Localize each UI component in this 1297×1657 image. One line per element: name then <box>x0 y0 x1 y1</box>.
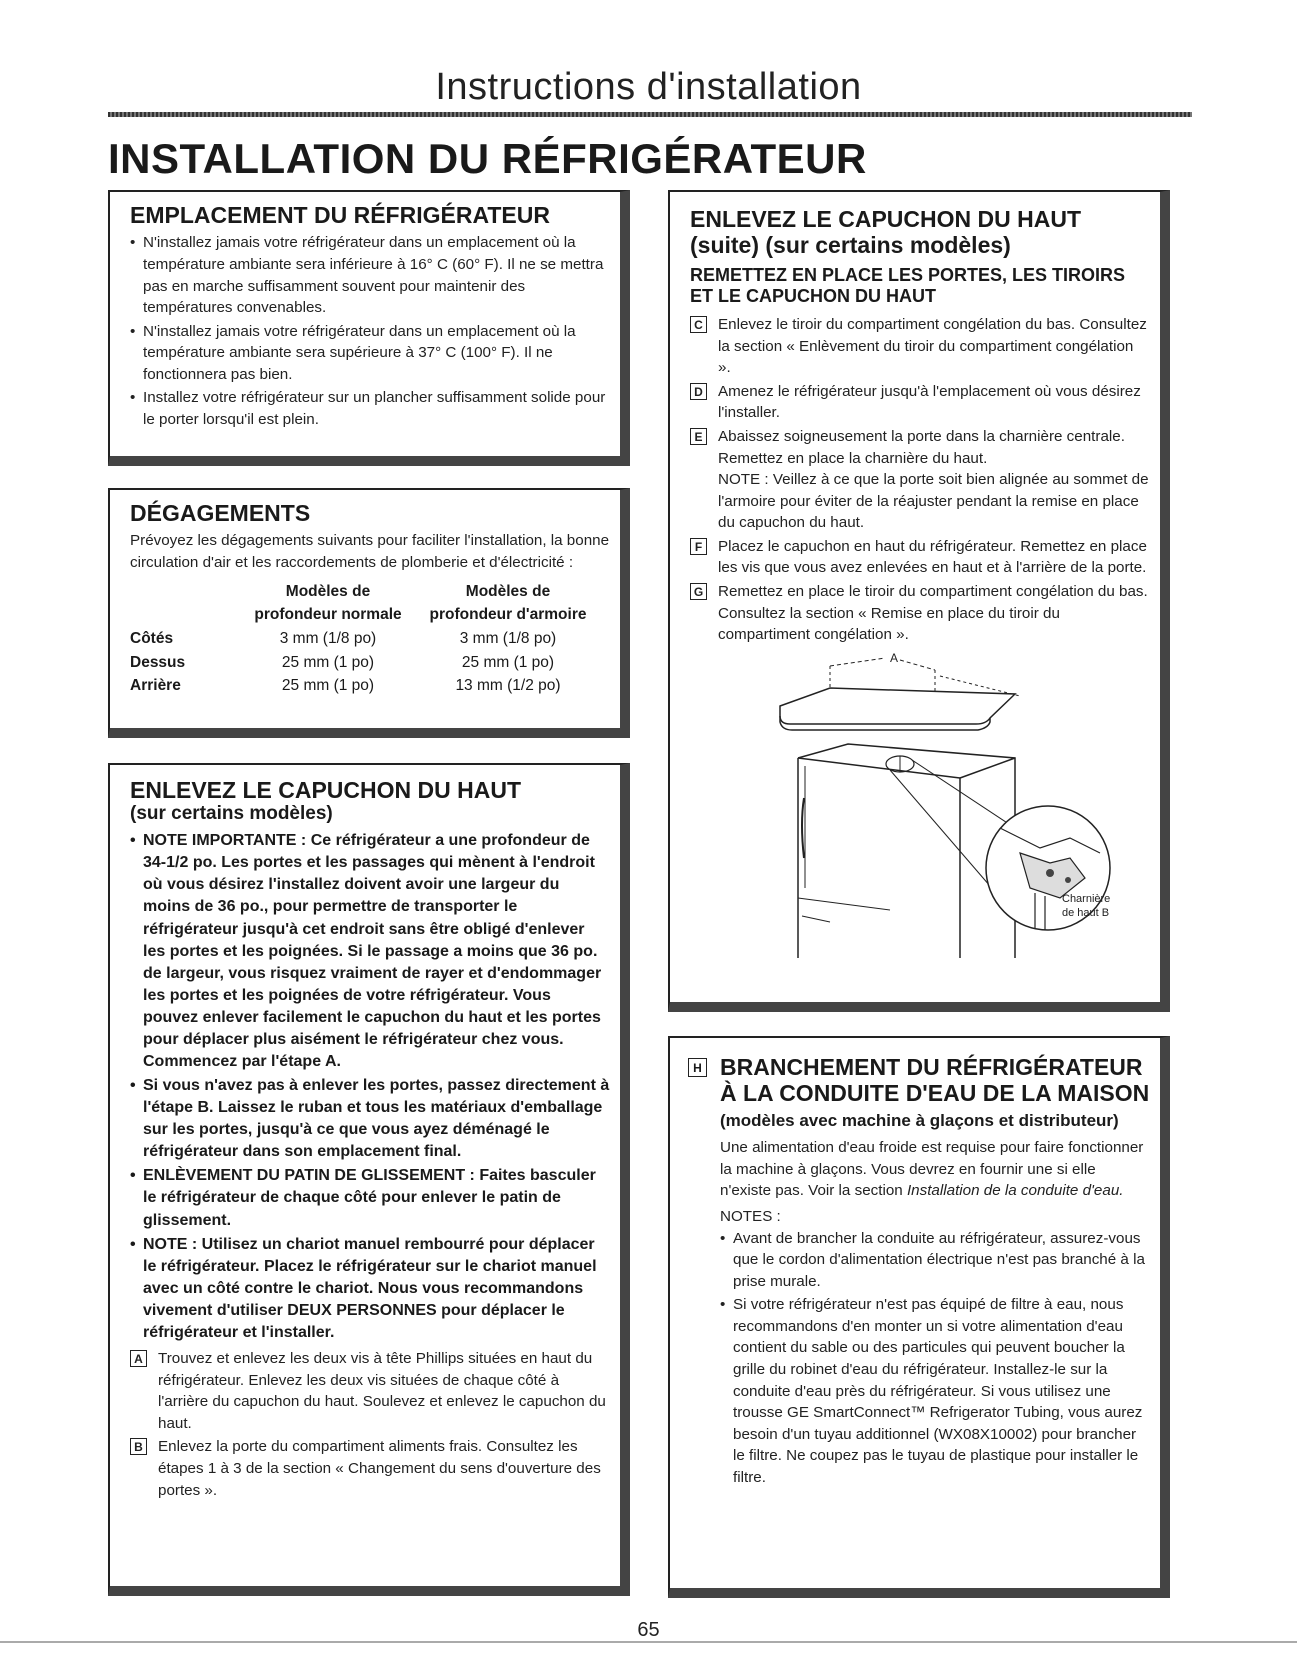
col-a-header-line2: profondeur normale <box>254 606 402 624</box>
capuchon-suite-section <box>668 190 1170 1012</box>
step-text: Trouvez et enlevez les deux vis à tête Phillips situées en haut du réfrigérateur. Enlevez les deux vis situées de chaque côté à l'arrière du capuchon du haut. Soulevez et enlevez le capuchon du haut. <box>158 1350 606 1432</box>
emplacement-section <box>108 190 630 466</box>
step-letter: G <box>690 583 707 600</box>
capuchon-subtitle: (sur certains modèles) <box>130 803 333 825</box>
step-text: Amenez le réfrigérateur jusqu'à l'emplacement où vous désirez l'installer. <box>718 382 1141 422</box>
bottom-divider <box>0 1641 1297 1643</box>
notes-label: NOTES : <box>720 1208 781 1225</box>
hinge-label-line2: de haut B <box>1062 906 1110 919</box>
step-text: Enlevez le tiroir du compartiment congélation du bas. Consultez la section « Enlèvement du tiroir du compartiment congélation ». <box>718 316 1147 377</box>
capuchon-section <box>108 763 630 1596</box>
step-text: Placez le capuchon en haut du réfrigérateur. Remettez en place les vis que vous avez enlevées en haut et à l'arrière de la porte. <box>718 537 1147 577</box>
step-note: NOTE : Veillez à ce que la porte soit bien alignée au sommet de l'armoire pour éviter de la réajuster pendant la remise en place du capuchon du haut. <box>718 471 1149 532</box>
col-b-header-line1: Modèles de <box>465 582 551 600</box>
header-divider <box>108 112 1192 117</box>
step-letter: D <box>690 383 707 400</box>
figure-label-a: A <box>890 650 899 665</box>
step-text: Abaissez soigneusement la porte dans la charnière centrale. Remettez en place la charnière du haut. <box>718 427 1125 467</box>
step-text: Remettez en place le tiroir du compartiment congélation du bas. Consultez la section « Remise en place du tiroir du compartiment congélation ». <box>718 583 1148 644</box>
step-letter: H <box>688 1058 707 1077</box>
table-row <box>130 627 598 651</box>
emplacement-bullet: • Installez votre réfrigérateur sur un plancher suffisamment solide pour le porter lorsqu'il est plein. <box>130 387 610 430</box>
row-value-cabinet: 13 mm (1/2 po) <box>455 677 561 695</box>
clearance-table <box>130 580 598 698</box>
step-e <box>690 426 1150 534</box>
step-letter: C <box>690 316 707 333</box>
capuchon-bullet: • Si vous n'avez pas à enlever les portes, passez directement à l'étape B. Laissez le ruban et tous les matériaux d'emballage sur les portes, jusqu'à ce que vous ayez déménagé le réfrigérateur dans son emplacement final. <box>130 1075 610 1163</box>
step-f <box>690 536 1150 579</box>
degagements-section <box>108 488 630 738</box>
emplacement-bullet: • N'installez jamais votre réfrigérateur dans un emplacement où la température ambiante sera supérieure à 37° C (100° F). Il ne fonctionnera pas bien. <box>130 321 610 386</box>
step-letter: E <box>690 428 707 445</box>
step-a <box>130 1348 610 1434</box>
capuchon-bullet: • NOTE : Utilisez un chariot manuel rembourré pour déplacer le réfrigérateur. Placez le réfrigérateur sur le chariot manuel avec un côté contre le chariot. Nous vous recommandons vivement d'utiliser DEUX PERSONNES pour déplacer le réfrigérateur et l'installer. <box>130 1234 610 1344</box>
branchement-intro: Une alimentation d'eau froide est requise pour faire fonctionner la machine à glaçons. Vous devrez en fournir une si elle n'existe pas. Voir la section <box>720 1139 1144 1200</box>
branchement-bullet: • Si votre réfrigérateur n'est pas équipé de filtre à eau, nous recommandons d'en monter un si votre alimentation d'eau contient du sable ou des particules qui peuvent boucher la grille du robinet d'eau du réfrigérateur. Installez-le sur la conduite d'eau près du réfrigérateur. Si vous utilisez une trousse GE SmartConnect™ Refrigerator Tubing, vous aurez besoin d'un tuyau additionnel (WX08X10002) pour brancher le filtre. Ne coupez pas le tuyau de plastique pour installer le filtre. <box>720 1294 1150 1488</box>
branchement-title-line1: BRANCHEMENT DU RÉFRIGÉRATEUR <box>720 1054 1143 1080</box>
row-label: Côtés <box>130 629 174 647</box>
row-label: Dessus <box>130 653 186 671</box>
row-value-cabinet: 25 mm (1 po) <box>461 653 555 671</box>
capuchon-suite-subhead: REMETTEZ EN PLACE LES PORTES, LES TIROIRS ET LE CAPUCHON DU HAUT <box>690 264 1126 307</box>
step-d <box>690 381 1150 424</box>
capuchon-suite-title: ENLEVEZ LE CAPUCHON DU HAUT (suite) (sur certains modèles) <box>690 206 1082 259</box>
page-header-title: Instructions d'installation <box>435 66 862 108</box>
branchement-bullet: • Avant de brancher la conduite au réfrigérateur, assurez-vous que le cordon d'alimentation électrique n'est pas branché à la prise murale. <box>720 1228 1150 1293</box>
step-c <box>690 314 1150 379</box>
step-b <box>130 1436 610 1501</box>
table-row <box>130 674 598 698</box>
step-letter: F <box>690 538 707 555</box>
col-a-header-line1: Modèles de <box>285 582 371 600</box>
step-g <box>690 581 1150 646</box>
capuchon-bullet: • ENLÈVEMENT DU PATIN DE GLISSEMENT : Faites basculer le réfrigérateur de chaque côté pour enlever le patin de glissement. <box>130 1165 610 1231</box>
row-label: Arrière <box>130 677 181 695</box>
degagements-title: DÉGAGEMENTS <box>130 500 311 526</box>
branchement-section <box>668 1036 1170 1598</box>
page-number: 65 <box>637 1619 660 1641</box>
step-letter: A <box>130 1350 147 1367</box>
degagements-intro: Prévoyez les dégagements suivants pour faciliter l'installation, la bonne circulation d'air et les raccordements de plomberie et d'électricité : <box>130 532 610 572</box>
row-value-normal: 25 mm (1 po) <box>281 677 375 695</box>
hinge-label-line1: Charnière <box>1062 892 1111 905</box>
branchement-intro-italic: Installation de la conduite d'eau. <box>906 1182 1124 1200</box>
step-letter: B <box>130 1438 147 1455</box>
row-value-normal: 25 mm (1 po) <box>281 653 375 671</box>
row-value-normal: 3 mm (1/8 po) <box>279 629 377 647</box>
capuchon-title: ENLEVEZ LE CAPUCHON DU HAUT <box>130 777 522 803</box>
refrigerator-top-cap-illustration <box>690 648 1130 968</box>
branchement-subtitle: (modèles avec machine à glaçons et distributeur) <box>720 1110 1119 1130</box>
main-title: INSTALLATION DU RÉFRIGÉRATEUR <box>108 135 867 182</box>
row-value-cabinet: 3 mm (1/8 po) <box>459 629 557 647</box>
table-row <box>130 651 598 675</box>
emplacement-bullet: • N'installez jamais votre réfrigérateur dans un emplacement où la température ambiante sera inférieure à 16° C (60° F). Il ne se mettra pas en marche suffisamment souvent pour maintenir des températures convenables. <box>130 232 610 318</box>
col-b-header-line2: profondeur d'armoire <box>429 606 587 624</box>
branchement-title-line2: À LA CONDUITE D'EAU DE LA MAISON <box>720 1080 1150 1107</box>
step-text: Enlevez la porte du compartiment aliments frais. Consultez les étapes 1 à 3 de la section « Changement du sens d'ouverture des portes ». <box>158 1438 601 1499</box>
capuchon-bullet: • NOTE IMPORTANTE : Ce réfrigérateur a une profondeur de 34-1/2 po. Les portes et les passages qui mènent à l'endroit où vous désirez l'installez doivent avoir une largeur du moins de 36 po., pour permettre de transporter le réfrigérateur jusqu'à cet endroit sans être obligé d'enlever les portes et les poignées. Si le passage a moins que 36 po. de largeur, vous risquez vraiment de rayer et d'endommager les portes et les poignées de votre réfrigérateur. Vous pouvez enlever facilement le capuchon du haut et les portes pour déplacer plus aisément le réfrigérateur chez vous. Commencez par l'étape A. <box>130 830 610 1073</box>
emplacement-title: EMPLACEMENT DU RÉFRIGÉRATEUR <box>130 202 550 228</box>
